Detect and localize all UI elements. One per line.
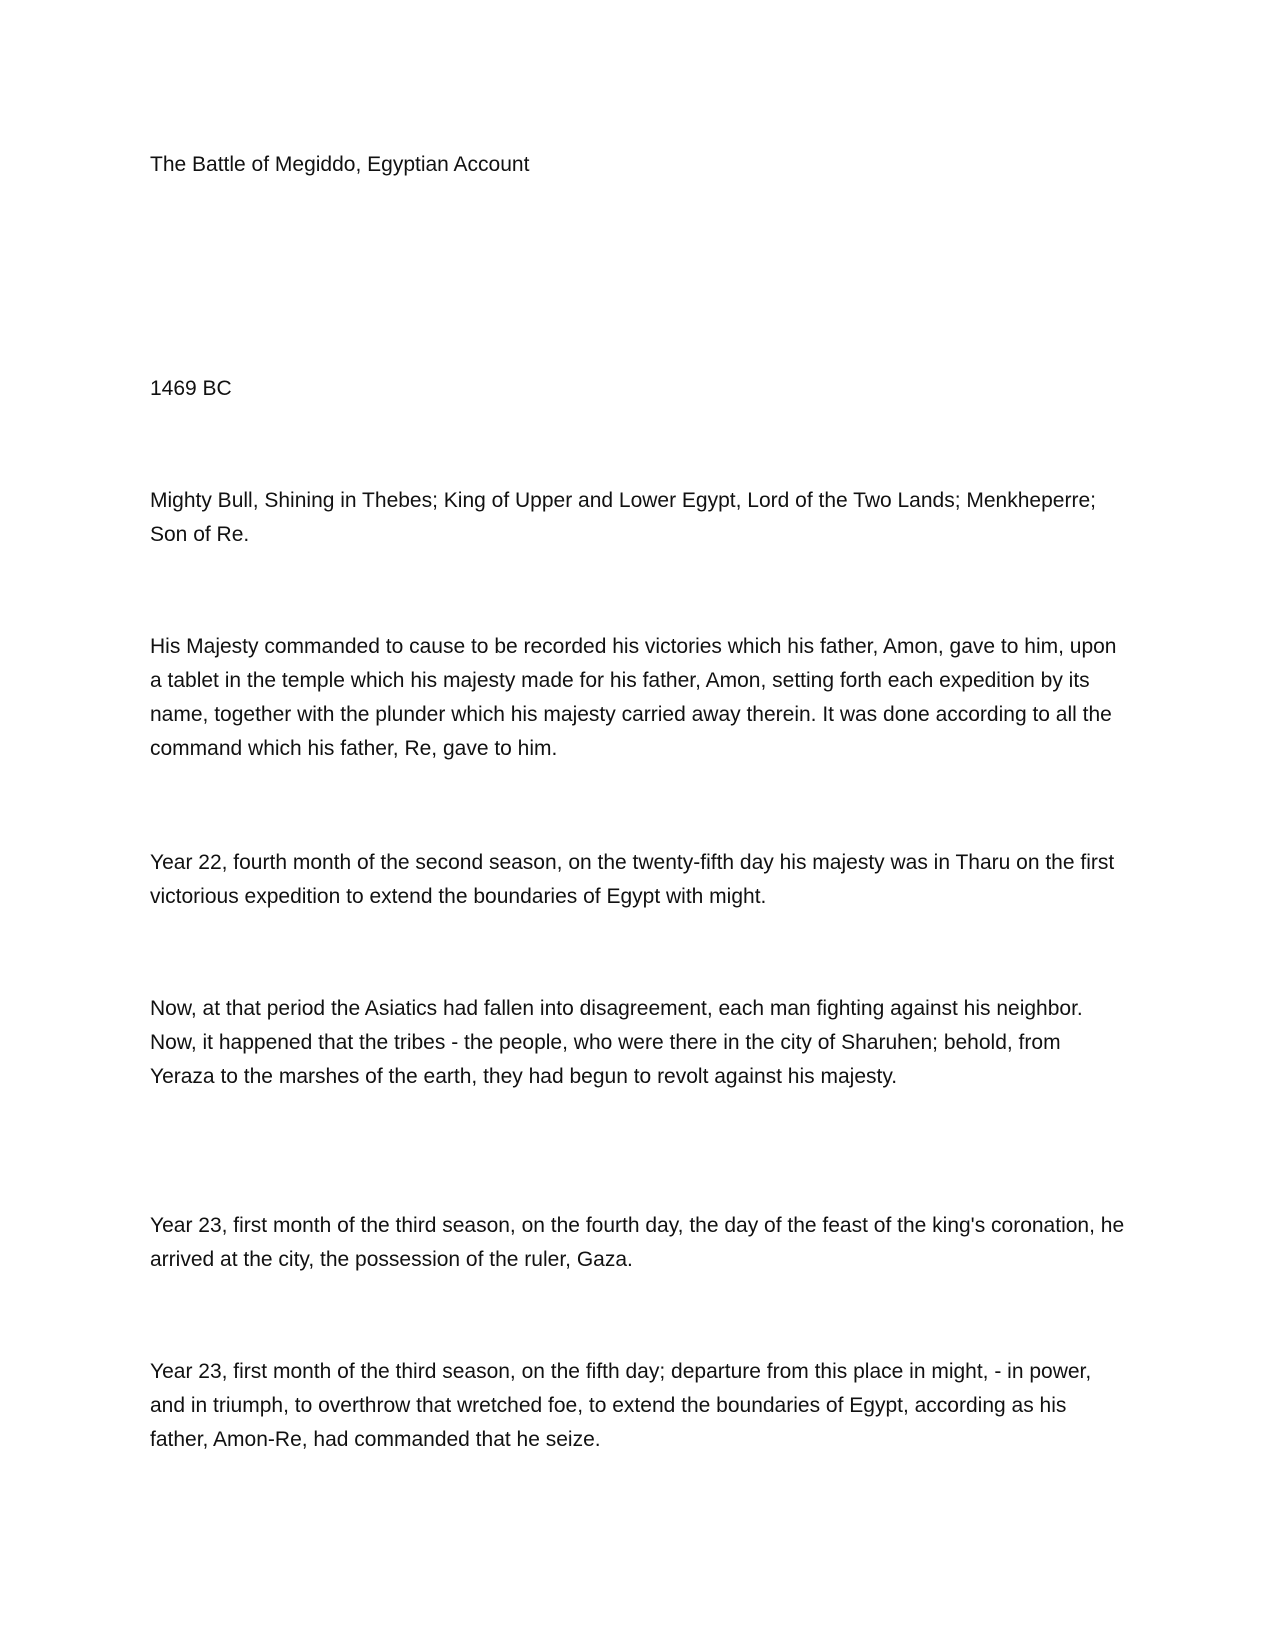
document-title: The Battle of Megiddo, Egyptian Account: [150, 153, 530, 176]
paragraph-year-22: Year 22, fourth month of the second season, on the twenty-fifth day his majesty was in Tharu on the first victorious expedition to extend the boundaries of Egypt with might.: [150, 851, 1115, 908]
paragraph-asiatics-revolt: Now, at that period the Asiatics had fallen into disagreement, each man fighting against his neighbor. Now, it happened that the tribes - the people, who were there in the city of Sharuhen; behold, from Yeraza to the marshes of the earth, they had begun to revolt against his majesty.: [150, 997, 1083, 1088]
paragraph-royal-titles: Mighty Bull, Shining in Thebes; King of Upper and Lower Egypt, Lord of the Two Lands; Menkheperre; Son of Re.: [150, 489, 1096, 546]
document-date: 1469 BC: [150, 377, 232, 400]
paragraph-year-23-departure: Year 23, first month of the third season, on the fifth day; departure from this place in might, - in power, and in triumph, to overthrow that wretched foe, to extend the boundaries of Egypt, according as his father, Amon-Re, had commanded that he seize.: [150, 1360, 1092, 1451]
paragraph-victories-recorded: His Majesty commanded to cause to be recorded his victories which his father, Amon, gave to him, upon a tablet in the temple which his majesty made for his father, Amon, setting forth each expedition by its name, together with the plunder which his majesty carried away therein. It was done according to all the command which his father, Re, gave to him.: [150, 635, 1117, 760]
paragraph-year-23-gaza: Year 23, first month of the third season, on the fourth day, the day of the feast of the king's coronation, he arrived at the city, the possession of the ruler, Gaza.: [150, 1214, 1125, 1271]
